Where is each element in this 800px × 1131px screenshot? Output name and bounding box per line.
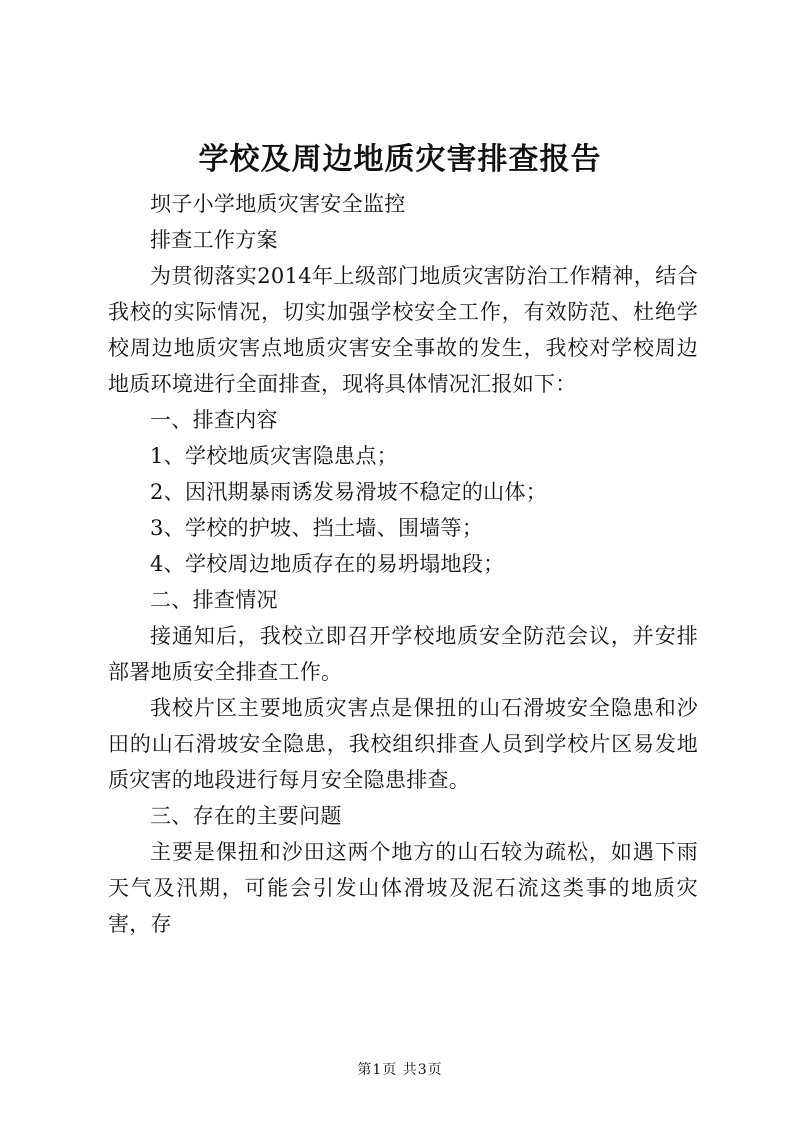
paragraph-school-monitoring: 坝子小学地质灾害安全监控 — [150, 192, 406, 216]
paragraph-introduction: 为贯彻落实2014年上级部门地质灾害防治工作精神，结合我校的实际情况，切实加强学校安全工作，有效防范、杜绝学校周边地质灾害点地质灾害安全事故的发生，我校对学校周边地质环境进行全面排查，现将具体情况汇报如下： — [108, 264, 698, 396]
list-item-slope-walls: 3、学校的护坡、挡土墙、围墙等； — [150, 516, 484, 540]
list-item-unstable-mountain: 2、因汛期暴雨诱发易滑坡不稳定的山体； — [150, 480, 548, 504]
paragraph-main-problems: 主要是倮扭和沙田这两个地方的山石较为疏松，如遇下雨天气及汛期，可能会引发山体滑坡及泥石流这类事的地质灾害，存 — [108, 840, 698, 936]
list-item-hazard-points: 1、学校地质灾害隐患点； — [150, 444, 398, 468]
section-heading-inspection-status: 二、排查情况 — [150, 588, 278, 612]
paragraph-work-plan: 排查工作方案 — [150, 228, 278, 252]
paragraph-meeting: 接通知后，我校立即召开学校地质安全防范会议，并安排部署地质安全排查工作。 — [108, 624, 698, 684]
list-item-collapse-areas: 4、学校周边地质存在的易坍塌地段； — [150, 552, 505, 576]
document-body — [108, 186, 698, 942]
section-heading-main-problems: 三、存在的主要问题 — [150, 804, 342, 828]
section-heading-inspection-content: 一、排查内容 — [150, 408, 278, 432]
page-number-footer: 第1页 共3页 — [357, 1062, 443, 1078]
document-title: 学校及周边地质灾害排查报告 — [198, 142, 602, 177]
paragraph-hazard-locations: 我校片区主要地质灾害点是倮扭的山石滑坡安全隐患和沙田的山石滑坡安全隐患，我校组织排查人员到学校片区易发地质灾害的地段进行每月安全隐患排查。 — [108, 696, 698, 792]
